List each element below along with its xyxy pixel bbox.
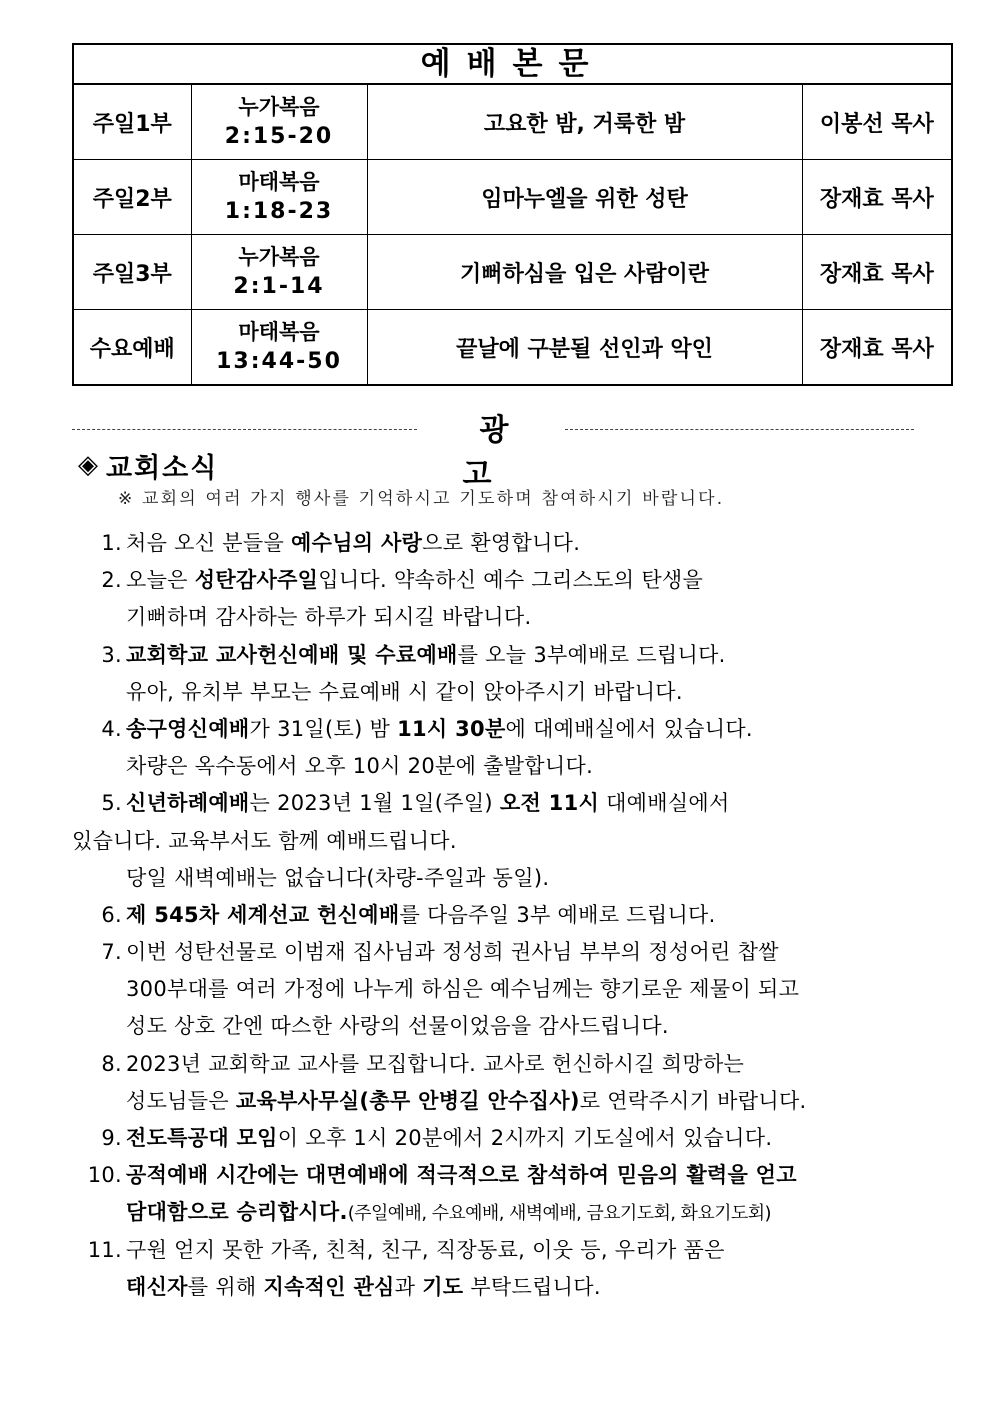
service-name: 주일2부 xyxy=(73,160,191,235)
emphasis-text: 교회학교 교사헌신예배 및 수료예배 xyxy=(126,642,458,667)
emphasis-text: 담대함으로 승리합시다. xyxy=(126,1200,348,1225)
table-row xyxy=(73,160,952,235)
emphasis-text: 공적예배 시간에는 대면예배에 적극적으로 참석하여 믿음의 활력을 얻고 xyxy=(126,1163,797,1188)
emphasis-text: 기도 xyxy=(422,1274,464,1299)
list-item xyxy=(72,637,952,711)
item-text: 성도님들은 xyxy=(126,1088,236,1113)
item-number: 2. xyxy=(101,568,122,593)
list-item-line xyxy=(72,1120,952,1157)
list-item xyxy=(72,1120,952,1157)
item-number: 5. xyxy=(101,791,122,816)
emphasis-text: 제 545차 세계선교 헌신예배 xyxy=(126,902,400,927)
item-number: 9. xyxy=(101,1126,122,1150)
emphasis-text: 예수님의 사랑 xyxy=(291,531,423,555)
item-text: 과 xyxy=(394,1274,423,1299)
scripture-cell xyxy=(191,310,367,386)
diamond-bullet-icon: ◈ xyxy=(78,450,98,480)
section-note: ※ 교회의 여러 가지 행사를 기억하시고 기도하며 참여하시기 바랍니다. xyxy=(118,489,725,509)
list-item xyxy=(72,1232,952,1306)
list-item-line xyxy=(72,562,952,599)
table-row xyxy=(73,310,952,386)
scripture-cell xyxy=(191,235,367,310)
list-item-line xyxy=(72,599,952,636)
list-item-line xyxy=(72,971,952,1008)
scripture-reference: 2:15-20 xyxy=(224,124,334,149)
list-item-line xyxy=(72,711,952,748)
item-text: 는 2023년 1월 1일(주일) xyxy=(249,791,500,816)
scripture-book: 마태복음 xyxy=(238,320,320,344)
section-header xyxy=(78,448,218,482)
item-number: 11. xyxy=(87,1237,122,1262)
item-text: 가 31일(토) 밤 xyxy=(249,716,398,741)
item-text: 를 오늘 3부예배로 드립니다. xyxy=(457,642,726,667)
item-text: 으로 환영합니다. xyxy=(422,531,581,555)
scripture-reference: 2:1-14 xyxy=(233,274,325,299)
item-text: 당일 새벽예배는 없습니다(차량-주일과 동일). xyxy=(126,865,550,890)
item-text: 로 연락주시기 바랍니다. xyxy=(579,1088,807,1113)
item-text: (주일예배, 수요예배, 새벽예배, 금요기도회, 화요기도회) xyxy=(347,1203,771,1225)
item-text: 유아, 유치부 부모는 수료예배 시 같이 앉아주시기 바랍니다. xyxy=(126,679,683,704)
sermon-title: 임마누엘을 위한 성탄 xyxy=(367,160,802,235)
list-item-line xyxy=(72,637,952,674)
pastor-name: 이봉선 목사 xyxy=(802,84,952,160)
item-text: 를 위해 xyxy=(187,1274,264,1299)
scripture-reference: 1:18-23 xyxy=(224,199,334,224)
list-item-line xyxy=(72,1157,952,1194)
pastor-name: 장재효 목사 xyxy=(802,310,952,386)
list-item-line xyxy=(72,1194,952,1231)
list-item-line xyxy=(72,823,952,860)
list-item xyxy=(72,934,952,1046)
scripture-cell xyxy=(191,160,367,235)
list-item-line xyxy=(72,674,952,711)
emphasis-text: 지속적인 관심 xyxy=(263,1274,395,1299)
sermon-title: 끝날에 구분될 선인과 악인 xyxy=(367,310,802,386)
scripture-book: 누가복음 xyxy=(238,245,320,269)
emphasis-text: 전도특공대 모임 xyxy=(126,1126,278,1150)
list-item-line xyxy=(72,1232,952,1269)
list-item xyxy=(72,785,952,897)
item-text: 오늘은 xyxy=(126,568,195,593)
item-text: 입니다. 약속하신 예수 그리스도의 탄생을 xyxy=(318,568,704,593)
emphasis-text: 11시 30분 xyxy=(397,716,506,741)
scripture-book: 누가복음 xyxy=(238,95,320,119)
table-row xyxy=(73,84,952,160)
item-number: 6. xyxy=(101,902,122,927)
item-text: 를 다음주일 3부 예배로 드립니다. xyxy=(399,902,716,927)
item-text: 대예배실에서 xyxy=(599,791,730,816)
list-item-line xyxy=(72,934,952,971)
list-item xyxy=(72,897,952,934)
service-name: 주일3부 xyxy=(73,235,191,310)
item-text: 있습니다. 교육부서도 함께 예배드립니다. xyxy=(72,828,457,853)
scripture-cell xyxy=(191,84,367,160)
item-number: 4. xyxy=(101,716,122,741)
emphasis-text: 신년하례예배 xyxy=(126,791,250,816)
item-number: 8. xyxy=(101,1051,122,1076)
list-item-line xyxy=(72,897,952,934)
item-text: 구원 얻지 못한 가족, 친척, 친구, 직장동료, 이웃 등, 우리가 품은 xyxy=(126,1237,725,1262)
list-item-line xyxy=(72,1269,952,1306)
ads-heading-text: 광고 xyxy=(462,413,543,492)
pastor-name: 장재효 목사 xyxy=(802,235,952,310)
item-text: 기뻐하며 감사하는 하루가 되시길 바랍니다. xyxy=(126,605,532,630)
item-text: 에 대예배실에서 있습니다. xyxy=(505,716,753,741)
dashed-divider-left xyxy=(72,429,417,430)
list-item xyxy=(72,711,952,785)
emphasis-text: 오전 11시 xyxy=(499,791,600,816)
list-item xyxy=(72,562,952,636)
list-item-line xyxy=(72,748,952,785)
list-item xyxy=(72,525,952,562)
sermon-title: 고요한 밤, 거룩한 밤 xyxy=(367,84,802,160)
item-text: 300부대를 여러 가정에 나누게 하심은 예수님께는 향기로운 제물이 되고 xyxy=(126,977,800,1002)
item-text: 부탁드립니다. xyxy=(463,1274,601,1299)
item-number: 7. xyxy=(101,940,122,965)
item-number: 10. xyxy=(87,1163,122,1188)
announcement-list xyxy=(72,525,952,1306)
section-title: 교회소식 xyxy=(106,452,219,484)
list-item xyxy=(72,1157,952,1231)
item-text: 이 오후 1시 20분에서 2시까지 기도실에서 있습니다. xyxy=(277,1126,773,1150)
list-item-line xyxy=(72,860,952,897)
list-item xyxy=(72,1046,952,1120)
item-number: 3. xyxy=(101,642,122,667)
list-item-line xyxy=(72,525,952,562)
emphasis-text: 송구영신예배 xyxy=(126,716,250,741)
table-row xyxy=(73,235,952,310)
item-number: 1. xyxy=(101,531,122,555)
emphasis-text: 성탄감사주일 xyxy=(194,568,319,593)
emphasis-text: 태신자 xyxy=(126,1274,188,1299)
list-item-line xyxy=(72,785,952,822)
table-title: 예배본문 xyxy=(73,44,952,84)
list-item-line xyxy=(72,1008,952,1045)
scripture-book: 마태복음 xyxy=(238,170,320,194)
list-item-line xyxy=(72,1083,952,1120)
item-text: 2023년 교회학교 교사를 모집합니다. 교사로 헌신하시길 희망하는 xyxy=(126,1051,745,1076)
pastor-name: 장재효 목사 xyxy=(802,160,952,235)
dashed-divider-right xyxy=(565,429,914,430)
item-text: 차량은 옥수동에서 오후 10시 20분에 출발합니다. xyxy=(126,754,594,779)
item-text: 이번 성탄선물로 이범재 집사님과 정성희 권사님 부부의 정성어린 찹쌀 xyxy=(126,940,779,965)
service-name: 수요예배 xyxy=(73,310,191,386)
item-text: 처음 오신 분들을 xyxy=(126,531,292,555)
service-name: 주일1부 xyxy=(73,84,191,160)
scripture-reference: 13:44-50 xyxy=(216,349,342,374)
emphasis-text: 교육부사무실(총무 안병길 안수집사) xyxy=(235,1088,580,1113)
worship-scripture-table xyxy=(72,43,953,386)
item-text: 성도 상호 간엔 따스한 사랑의 선물이었음을 감사드립니다. xyxy=(126,1014,669,1039)
list-item-line xyxy=(72,1046,952,1083)
sermon-title: 기뻐하심을 입은 사람이란 xyxy=(367,235,802,310)
